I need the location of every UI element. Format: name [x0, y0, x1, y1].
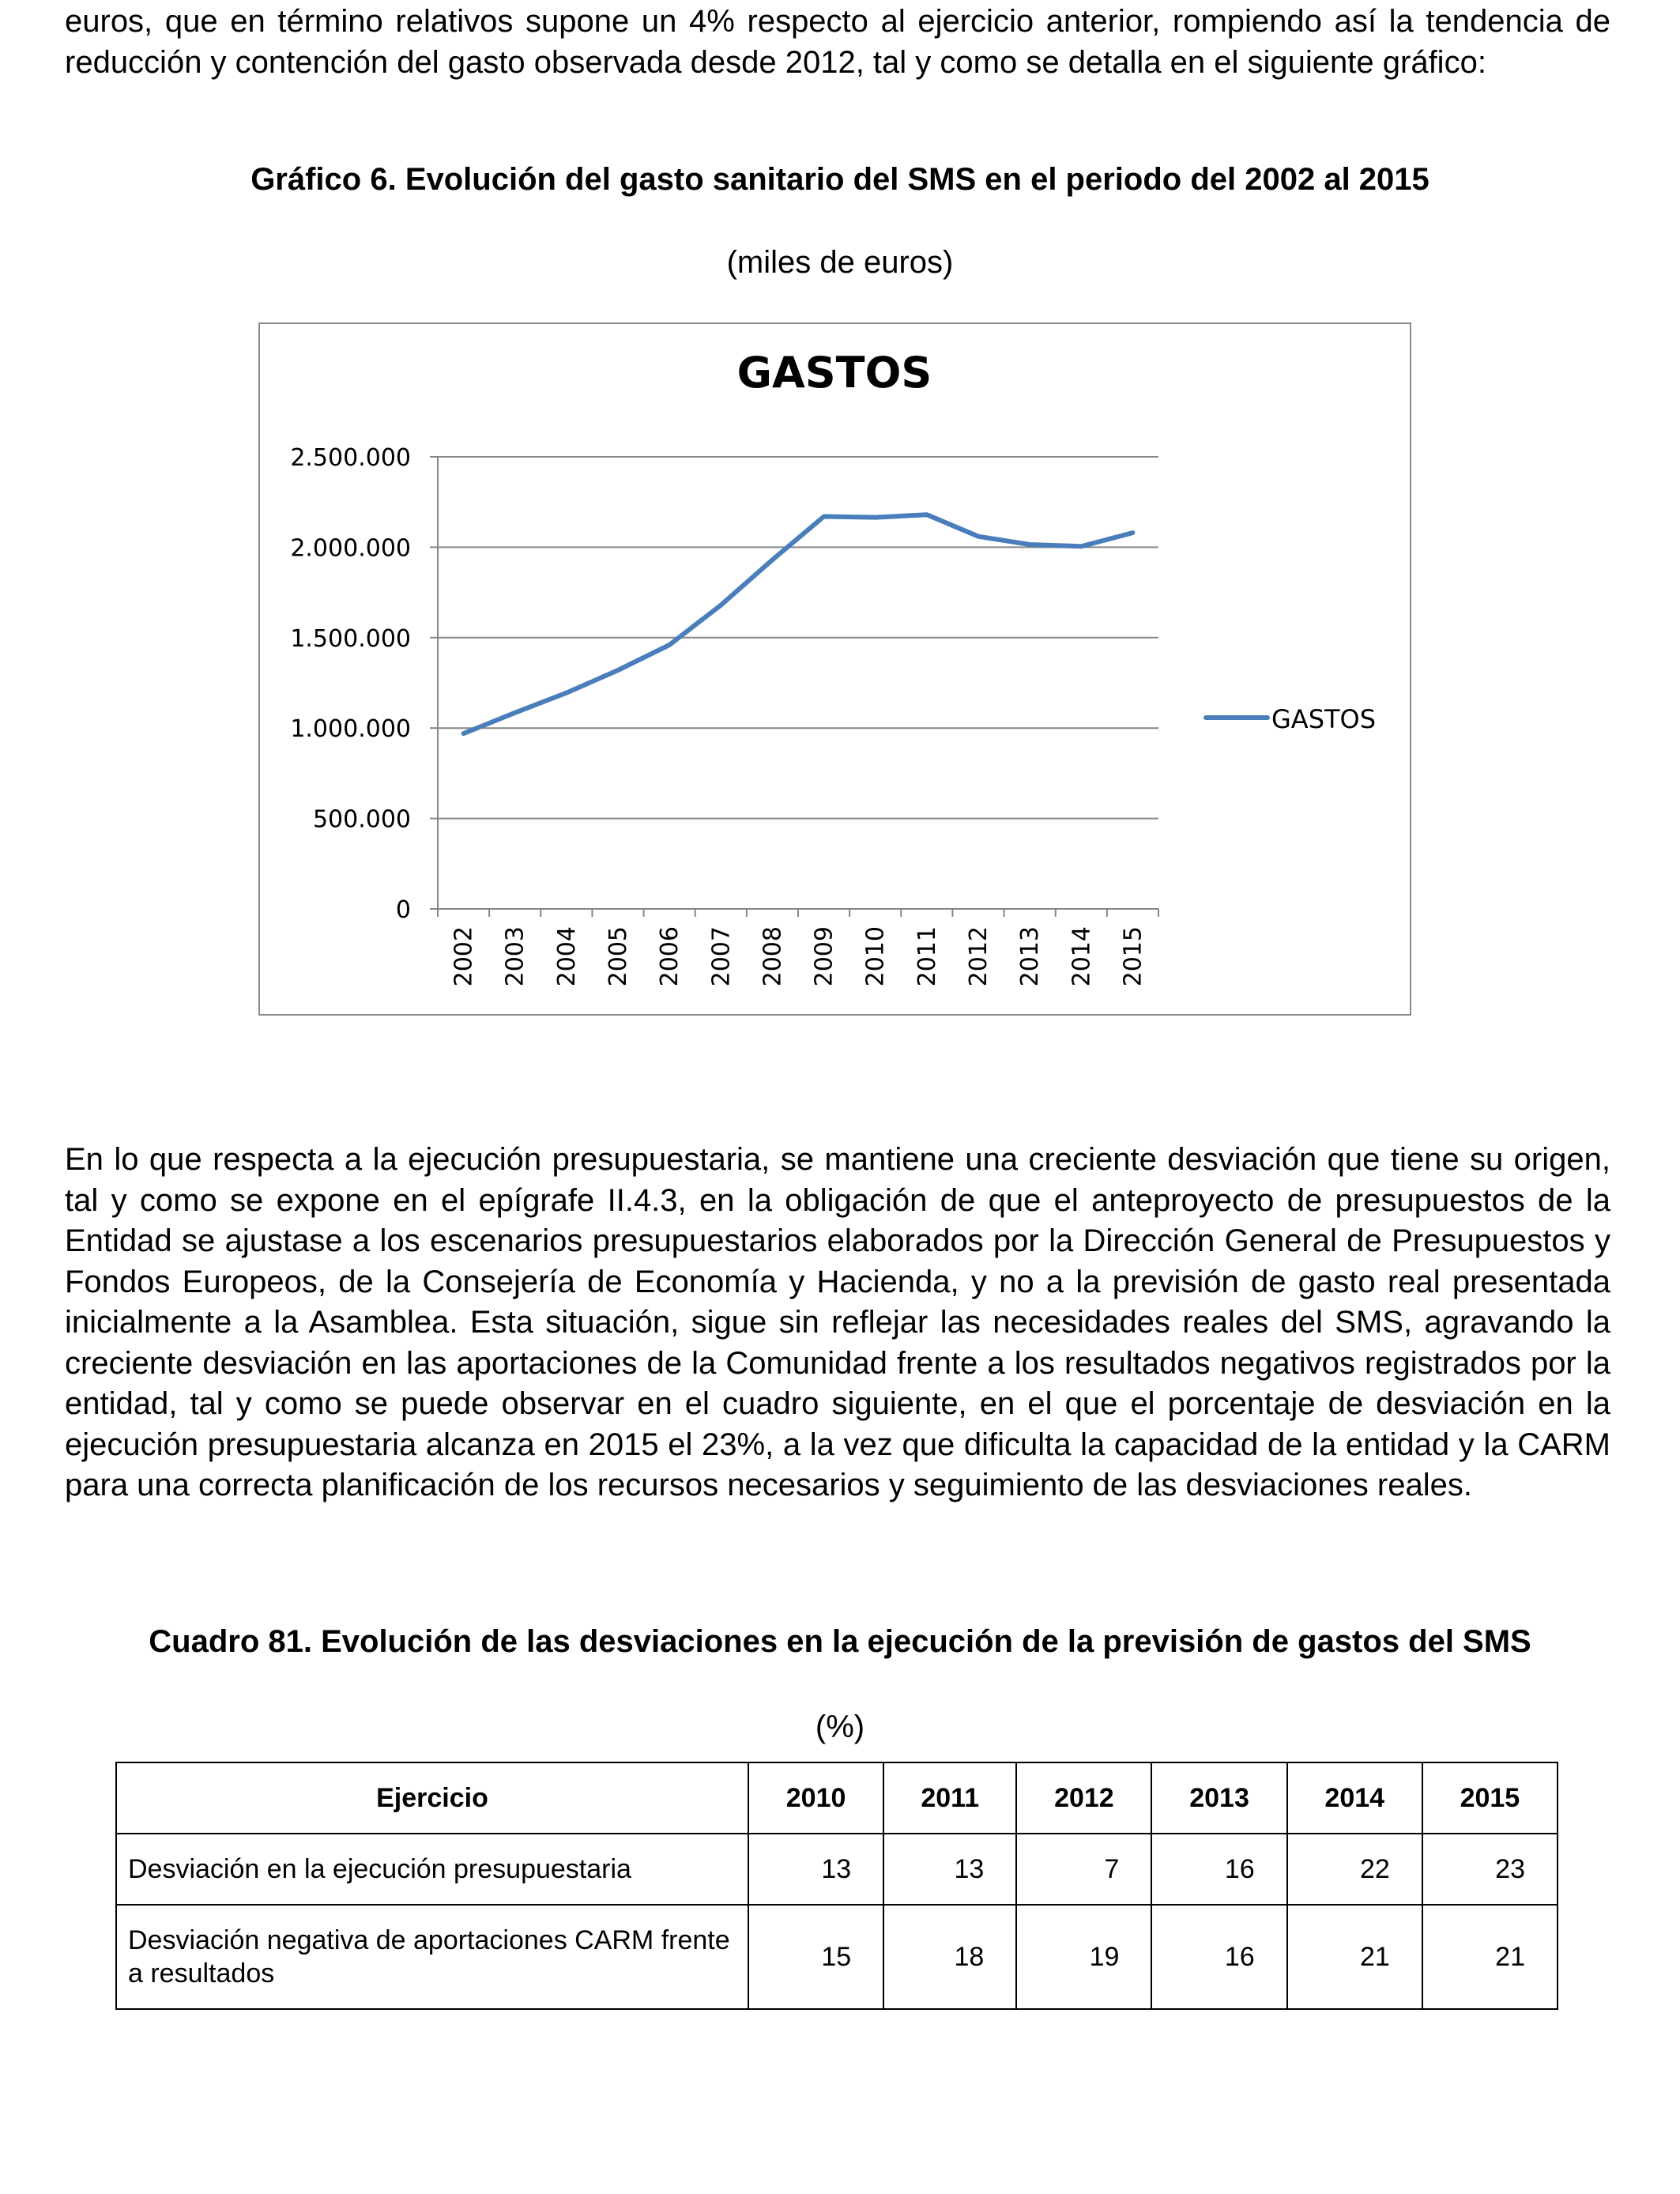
data-point [618, 669, 619, 670]
y-tick-labels [290, 444, 411, 924]
table-cell: 21 [1422, 1905, 1558, 2009]
legend-label: GASTOS [1271, 704, 1377, 734]
table-cell: 16 [1151, 1905, 1286, 2009]
table-row [116, 1834, 1558, 1905]
gastos-line-chart [260, 324, 1410, 1014]
header-year: 2011 [883, 1762, 1016, 1834]
header-year: 2010 [748, 1762, 883, 1834]
graph-unit: (miles de euros) [726, 245, 954, 280]
x-tick-label: 2005 [605, 926, 632, 987]
y-tick-label: 2.500.000 [290, 444, 411, 472]
x-tick-label: 2004 [552, 926, 581, 987]
x-tick-label: 2015 [1119, 926, 1147, 987]
x-tick-label: 2009 [810, 926, 838, 987]
x-tick-label: 2011 [913, 926, 941, 987]
header-year: 2015 [1422, 1762, 1558, 1834]
data-point [463, 733, 464, 734]
table-cell: 13 [748, 1834, 883, 1905]
data-point [823, 516, 824, 517]
table-cell: 7 [1016, 1834, 1151, 1905]
row-label: Desviación negativa de aportaciones CARM frente a resultados [116, 1905, 748, 2009]
data-point [978, 536, 979, 537]
x-tick-label: 2010 [861, 926, 890, 987]
y-tick-label: 1.500.000 [290, 624, 411, 653]
graph-caption: Gráfico 6. Evolución del gasto sanitario del SMS en el periodo del 2002 al 2015 [250, 162, 1430, 197]
x-tick-label: 2013 [1016, 926, 1045, 987]
body-paragraph: En lo que respecta a la ejecución presupuestaria, se mantiene una creciente desviación que tiene su origen, tal y como se expone en el epígrafe II.4.3, en la obligación de que el anteproyecto de presupuestos de la Entidad se ajustase a los escenarios presupuestarios elaborados por la Dirección General de Presupuestos y Fondos Europeos, de la Consejería de Economía y Hacienda, y no a la previsión de gasto real presentada inicialmente a la Asamblea. Esta situación, sigue sin reflejar las necesidades reales del SMS, agravando la creciente desviación en las aportaciones de la Comunidad frente a los resultados negativos registrados por la entidad, tal y como se puede observar en el cuadro siguiente, en el que el porcentaje de desviación en la ejecución presupuestaria alcanza en 2015 el 23%, a la vez que dificulta la capacidad de la entidad y la CARM para una correcta planificación de los recursos necesarios y seguimiento de las desviaciones reales. [65, 1142, 1610, 1502]
y-tick-label: 500.000 [312, 805, 411, 834]
y-tick-label: 2.000.000 [290, 534, 411, 563]
data-point [669, 644, 670, 645]
table-row [116, 1905, 1558, 2009]
header-year: 2014 [1287, 1762, 1422, 1834]
table-cell: 15 [748, 1905, 883, 2009]
x-tick-label: 2007 [707, 926, 736, 987]
chart-title: GASTOS [736, 348, 932, 398]
chart-gridlines [438, 457, 1158, 819]
deviations-table [115, 1762, 1558, 2010]
x-tick-label: 2003 [501, 926, 529, 987]
table-cell: 23 [1422, 1834, 1558, 1905]
header-ejercicio: Ejercicio [116, 1762, 748, 1834]
chart-frame [258, 322, 1411, 1016]
x-tick-labels [450, 926, 1147, 986]
y-tick-label: 1.000.000 [290, 715, 411, 744]
y-tick-label: 0 [395, 896, 411, 924]
table-cell: 13 [883, 1834, 1016, 1905]
chart-axes [430, 457, 1158, 917]
table-cell: 21 [1287, 1905, 1422, 2009]
data-point [514, 712, 515, 713]
table-caption: Cuadro 81. Evolución de las desviaciones en la ejecución de la previsión de gastos del SMS [149, 1624, 1531, 1659]
x-tick-label: 2002 [450, 926, 478, 987]
table-cell: 19 [1016, 1905, 1151, 2009]
row-label: Desviación en la ejecución presupuestaria [116, 1834, 748, 1905]
x-tick-label: 2008 [759, 926, 787, 987]
intro-paragraph: euros, que en término relativos supone un 4% respecto al ejercicio anterior, rompiendo así la tendencia de reducción y contención del gasto observada desde 2012, tal y como se detalla en el siguiente gráfico: [65, 4, 1610, 80]
table-cell: 16 [1151, 1834, 1286, 1905]
data-point [566, 692, 567, 693]
x-tick-label: 2014 [1068, 926, 1096, 987]
x-tick-label: 2012 [965, 926, 993, 987]
data-point [875, 517, 876, 518]
table-header-row [116, 1762, 1558, 1834]
table-cell: 22 [1287, 1834, 1422, 1905]
header-year: 2013 [1151, 1762, 1286, 1834]
chart-legend [1206, 704, 1376, 734]
table-unit: (%) [815, 1710, 865, 1744]
x-tick-label: 2006 [656, 926, 684, 987]
header-year: 2012 [1016, 1762, 1151, 1834]
data-point [1081, 546, 1082, 547]
table-cell: 18 [883, 1905, 1016, 2009]
